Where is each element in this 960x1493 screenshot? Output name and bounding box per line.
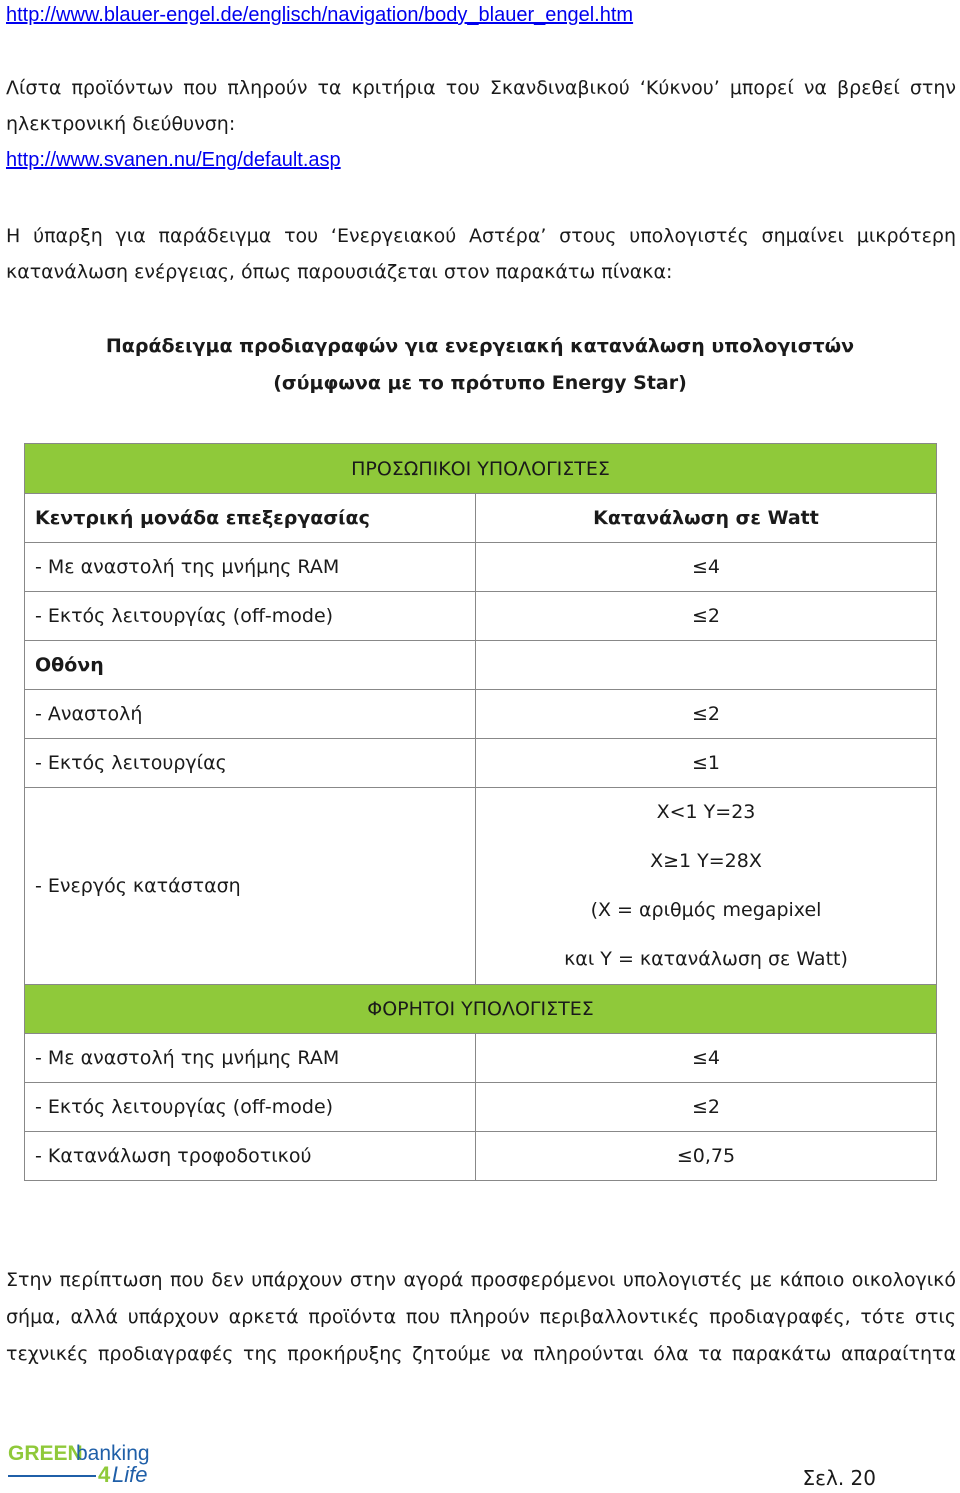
laptop-header-cell (25, 985, 937, 1034)
active-formula-1: X<1 Y=23 (656, 801, 756, 823)
active-state-row (25, 788, 937, 985)
blauer-engel-link[interactable]: http://www.blauer-engel.de/englisch/navigation/body_blauer_engel.htm (6, 4, 634, 26)
row-value: ≤0,75 (476, 1132, 937, 1181)
table-caption-title: Παράδειγμα προδιαγραφών για ενεργειακή κατανάλωση υπολογιστών (105, 335, 855, 357)
table-row (25, 690, 937, 739)
row-value: ≤2 (476, 1083, 937, 1132)
svanen-link[interactable]: http://www.svanen.nu/Eng/default.asp (6, 149, 341, 171)
row-label: - Με αναστολή της μνήμης RAM (25, 543, 476, 592)
active-state-label: - Ενεργός κατάσταση (25, 788, 476, 985)
desktop-header-cell (25, 444, 937, 494)
row-label: - Με αναστολή της μνήμης RAM (25, 1034, 476, 1083)
logo-banking-text: banking (76, 1442, 150, 1465)
row-label: - Αναστολή (25, 690, 476, 739)
table-row (25, 1132, 937, 1181)
column-header-row (25, 494, 937, 543)
desktop-header-label: ΠΡΟΣΩΠΙΚΟΙ ΥΠΟΛΟΓΙΣΤΕΣ (351, 457, 610, 480)
energy-star-line-1: Η ύπαρξη για παράδειγμα του ‘Ενεργειακού Αστέρα’ στους υπολογιστές σημαίνει μικρότερη (6, 225, 956, 247)
closing-line-1: Στην περίπτωση που δεν υπάρχουν στην αγορά προσφερόμενοι υπολογιστές με κάποιο οικολογικό (6, 1269, 956, 1291)
greenbanking-logo (8, 1440, 158, 1484)
column-header-unit: Κεντρική μονάδα επεξεργασίας (25, 494, 476, 543)
table-row (25, 543, 937, 592)
table-row (25, 739, 937, 788)
closing-line-3: τεχνικές προδιαγραφές της προκήρυξης ζητούμε να πληρούνται όλα τα παρακάτω απαραίτητα (6, 1343, 956, 1365)
logo-life-text: Life (112, 1462, 148, 1484)
column-header-consumption: Κατανάλωση σε Watt (476, 494, 937, 543)
active-note-1: (X = αριθμός megapixel (590, 899, 822, 921)
row-value: ≤1 (476, 739, 937, 788)
row-value: ≤2 (476, 690, 937, 739)
laptop-header-row (25, 985, 937, 1034)
logo-4-text: 4 (98, 1462, 111, 1484)
intro-line-2: ηλεκτρονική διεύθυνση: (6, 113, 236, 135)
energy-spec-table (24, 443, 937, 1181)
table-caption-subtitle: (σύμφωνα με το πρότυπο Energy Star) (273, 372, 687, 394)
logo-green-text: GREEN (8, 1442, 83, 1465)
desktop-header-row (25, 444, 937, 494)
active-formula-2: X≥1 Y=28X (650, 850, 762, 872)
row-label: - Εκτός λειτουργίας (off-mode) (25, 592, 476, 641)
table-row (25, 592, 937, 641)
monitor-label: Οθόνη (25, 641, 476, 690)
monitor-section-row (25, 641, 937, 690)
table-row (25, 1083, 937, 1132)
energy-star-paragraph (6, 218, 956, 290)
monitor-empty-cell (476, 641, 937, 690)
closing-paragraph (6, 1262, 956, 1373)
row-label: - Κατανάλωση τροφοδοτικού (25, 1132, 476, 1181)
table-row (25, 1034, 937, 1083)
row-label: - Εκτός λειτουργίας (25, 739, 476, 788)
closing-line-2: σήμα, αλλά υπάρχουν αρκετά προϊόντα που πληρούν περιβαλλοντικές προδιαγραφές, τότε στις (6, 1306, 956, 1328)
active-note-2: και Y = κατανάλωση σε Watt) (564, 948, 848, 970)
intro-line-1: Λίστα προϊόντων που πληρούν τα κριτήρια του Σκανδιναβικού ‘Κύκνου’ μπορεί να βρεθεί στην (6, 77, 956, 99)
energy-star-line-2: κατανάλωση ενέργειας, όπως παρουσιάζεται στον παρακάτω πίνακα: (6, 261, 673, 283)
intro-paragraph (6, 70, 956, 142)
row-value: ≤2 (476, 592, 937, 641)
page-number: Σελ. 20 (802, 1466, 876, 1490)
row-label: - Εκτός λειτουργίας (off-mode) (25, 1083, 476, 1132)
row-value: ≤4 (476, 543, 937, 592)
active-state-values (476, 788, 937, 985)
laptop-header-label: ΦΟΡΗΤΟΙ ΥΠΟΛΟΓΙΣΤΕΣ (367, 998, 594, 1020)
row-value: ≤4 (476, 1034, 937, 1083)
